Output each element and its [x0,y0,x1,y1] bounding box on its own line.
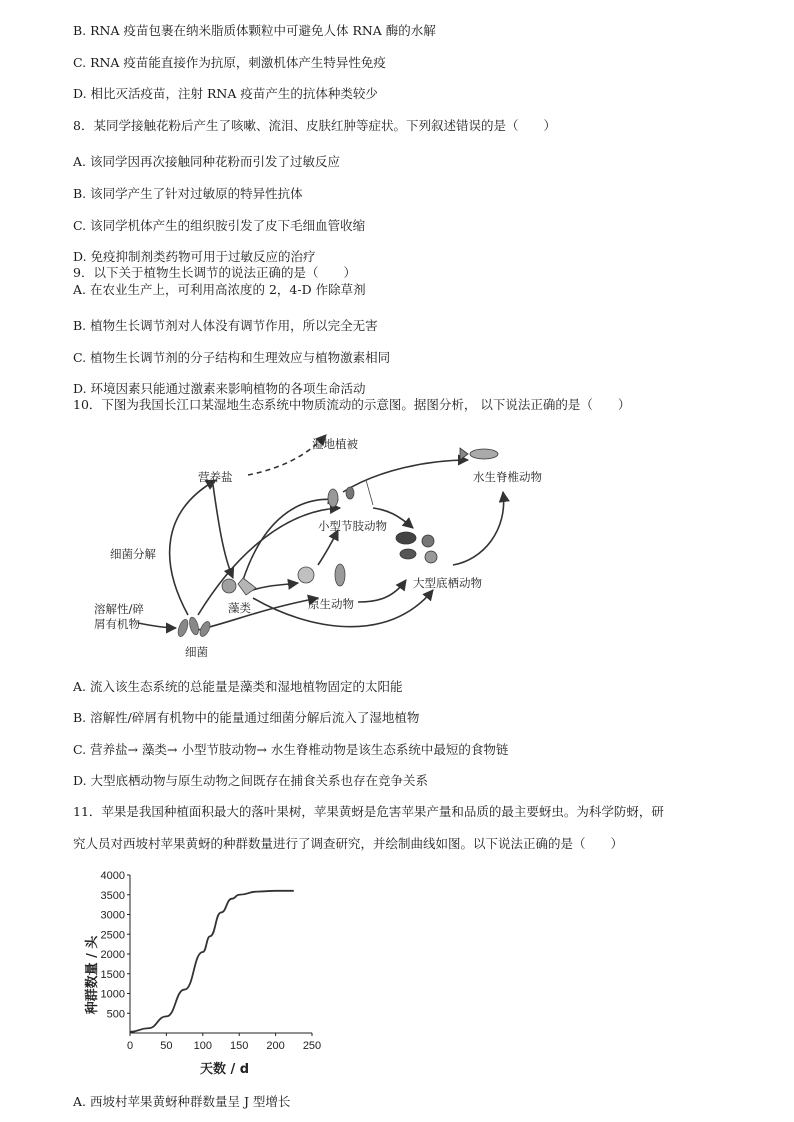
y-tick-label: 500 [106,1008,125,1021]
chart-ticks [101,870,322,1052]
label-large-benthic: 大型底栖动物 [413,576,482,590]
y-tick-label: 1500 [100,968,125,981]
algae-icon [222,578,256,595]
label-dissolved-organic-2: 屑有机物 [94,617,140,631]
y-tick-label: 2500 [100,929,125,942]
q7-option-b: B. RNA 疫苗包裹在纳米脂质体颗粒中可避免人体 RNA 酶的水解 [73,23,436,38]
population-growth-chart [80,865,340,1080]
q10-option-b: B. 溶解性/碎屑有机物中的能量通过细菌分解后流入了湿地植物 [73,710,420,725]
y-tick-label: 4000 [100,870,125,882]
arrow-bacteria-to-protozoa [198,598,318,630]
x-tick-label: 150 [230,1040,249,1052]
q8-option-c: C. 该同学机体产生的组织胺引发了皮下毛细血管收缩 [73,218,366,233]
q9-option-b: B. 植物生长调节剂对人体没有调节作用，所以完全无害 [73,318,378,333]
label-algae: 藻类 [228,601,251,615]
q10-option-c: C. 营养盐→ 藻类→ 小型节肢动物→ 水生脊椎动物是该生态系统中最短的食物链 [73,742,509,757]
q11-option-a: A. 西坡村苹果黄蚜种群数量呈 J 型增长 [73,1094,291,1109]
q9-option-a: A. 在农业生产上，可利用高浓度的 2，4-D 作除草剂 [73,282,366,297]
arrow-benthic-to-fish [453,492,504,565]
q8-stem: 8．某同学接触花粉后产生了咳嗽、流泪、皮肤红肿等症状。下列叙述错误的是（ ） [73,118,556,133]
q7-option-d: D. 相比灭活疫苗，注射 RNA 疫苗产生的抗体种类较少 [73,86,378,101]
q9-stem: 9．以下关于植物生长调节的说法正确的是（ ） [73,265,356,280]
label-dissolved-organic-1: 溶解性/碎 [94,602,144,616]
chart-axes [130,875,312,1033]
label-aquatic-vertebrates: 水生脊椎动物 [473,470,542,484]
label-protozoa: 原生动物 [308,597,354,611]
arrow-arthropods-to-fish [343,460,468,492]
q11-stem-line2: 究人员对西坡村苹果黄蚜的种群数量进行了调查研究，并绘制曲线如图。以下说法正确的是（ ） [73,836,624,851]
arrow-bacteria-to-nutrients [170,480,216,615]
y-tick-label: 1000 [100,988,125,1001]
y-tick-label: 3500 [100,889,125,902]
label-bacteria: 细菌 [185,645,208,659]
small-arthropod-icon [328,480,373,507]
x-tick-label: 0 [126,1040,134,1052]
q8-option-a: A. 该同学因再次接触同种花粉而引发了过敏反应 [73,154,340,169]
q9-option-d: D. 环境因素只能通过激素来影响植物的各项生命活动 [73,381,366,396]
q11-stem-line1: 11．苹果是我国种植面积最大的落叶果树，苹果黄蚜是危害苹果产量和品质的最主要蚜虫。为科学防蚜，研 [73,804,664,819]
x-tick-label: 200 [266,1040,285,1052]
q8-option-b: B. 该同学产生了针对过敏原的特异性抗体 [73,186,303,201]
arrow-protozoa-to-arthropods [318,530,338,565]
q8-option-d: D. 免疫抑制剂类药物可用于过敏反应的治疗 [73,249,316,264]
q9-option-c: C. 植物生长调节剂的分子结构和生理效应与植物激素相同 [73,350,391,365]
arrow-nutrients-to-algae [213,485,233,578]
label-wetland-plants: 湿地植被 [312,437,358,451]
label-bacterial-decomposition: 细菌分解 [110,547,156,561]
series-line [130,891,294,1032]
chart-y-axis-label: 种群数量 / 头 [85,935,100,1015]
chart-x-axis-label: 天数 / d [200,1062,250,1077]
q10-option-d: D. 大型底栖动物与原生动物之间既存在捕食关系也存在竞争关系 [73,773,429,788]
q10-stem: 10．下图为我国长江口某湿地生态系统中物质流动的示意图。据图分析， 以下说法正确的是（ ） [73,397,631,412]
q10-option-a: A. 流入该生态系统的总能量是藻类和湿地植物固定的太阳能 [73,679,403,694]
ecosystem-flow-diagram [88,430,558,665]
chart-series [130,891,294,1032]
arrow-protozoa-to-benthic [358,580,406,602]
protozoa-icon [298,564,345,586]
x-tick-label: 250 [302,1040,322,1052]
x-tick-label: 100 [193,1040,212,1052]
arrow-algae-to-arthropods [243,499,338,580]
arrow-algae-to-protozoa [253,583,298,590]
y-tick-label: 2000 [100,949,125,961]
x-tick-label: 50 [160,1040,173,1052]
fish-icon [460,448,498,460]
benthic-animal-icon [396,532,437,563]
q7-option-c: C. RNA 疫苗能直接作为抗原，刺激机体产生特异性免疫 [73,55,386,70]
label-small-arthropods: 小型节肢动物 [318,519,387,533]
y-tick-label: 3000 [100,909,125,922]
arrow-organics-to-bacteria [138,623,176,628]
bacteria-icon [176,616,212,638]
label-nutrients: 营养盐 [198,470,233,484]
